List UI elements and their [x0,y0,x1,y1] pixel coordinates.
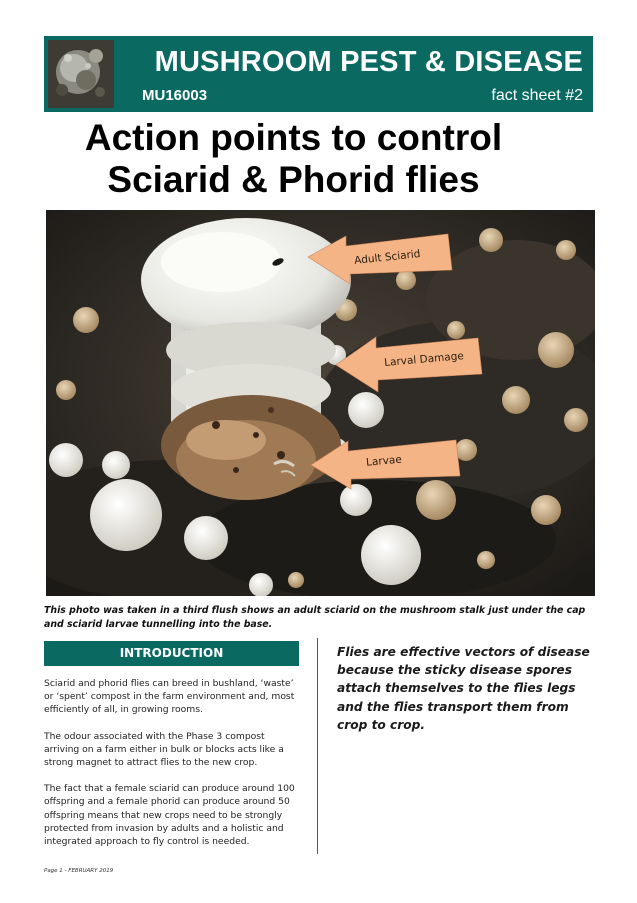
adult-sciarid-label: Adult Sciarid [353,248,422,267]
page-title-line-2: Sciarid & Phorid flies [107,159,480,200]
header-title: MUSHROOM PEST & DISEASE [154,46,583,78]
fact-sheet-number: fact sheet #2 [491,87,583,104]
introduction-heading: INTRODUCTION [44,641,299,666]
column-divider [317,638,318,854]
photo-caption: This photo was taken in a third flush shows an adult sciarid on the mushroom stalk just under the cap and sciarid larvae tunnelling into the base. [44,605,586,630]
mushroom-photo [46,210,595,596]
header-banner [44,36,593,112]
fact-sheet-code: MU16003 [142,87,208,104]
pull-quote: Flies are effective vectors of disease because the sticky disease spores attach themselves to the flies legs and the flies transport them from crop to crop. [337,645,590,732]
introduction-paragraph: The odour associated with the Phase 3 compost arriving on a farm either in bulk or blocks acts like a strong magnet to attract flies to the new crop. [44,730,284,769]
introduction-paragraph: The fact that a female sciarid can produce around 100 offspring and a female phorid can produce around 50 offspring means that new crops need to be strongly protected from invasion by adults and a holistic and integrated approach to fly control is needed. [44,783,295,848]
page-title [0,117,587,201]
introduction-paragraph: Sciarid and phorid flies can breed in bushland, ‘waste’ or ‘spent’ compost in the farm environment and, most efficiently of all, in growing rooms. [44,678,295,716]
page-title-line-1: Action points to control [84,117,503,158]
introduction-body [44,677,302,861]
page-footer: Page 1 - FEBRUARY 2019 [44,868,114,874]
header-thumbnail-image [48,40,114,108]
larval-damage-label: Larval Damage [383,350,465,369]
larvae-label: Larvae [365,453,403,469]
